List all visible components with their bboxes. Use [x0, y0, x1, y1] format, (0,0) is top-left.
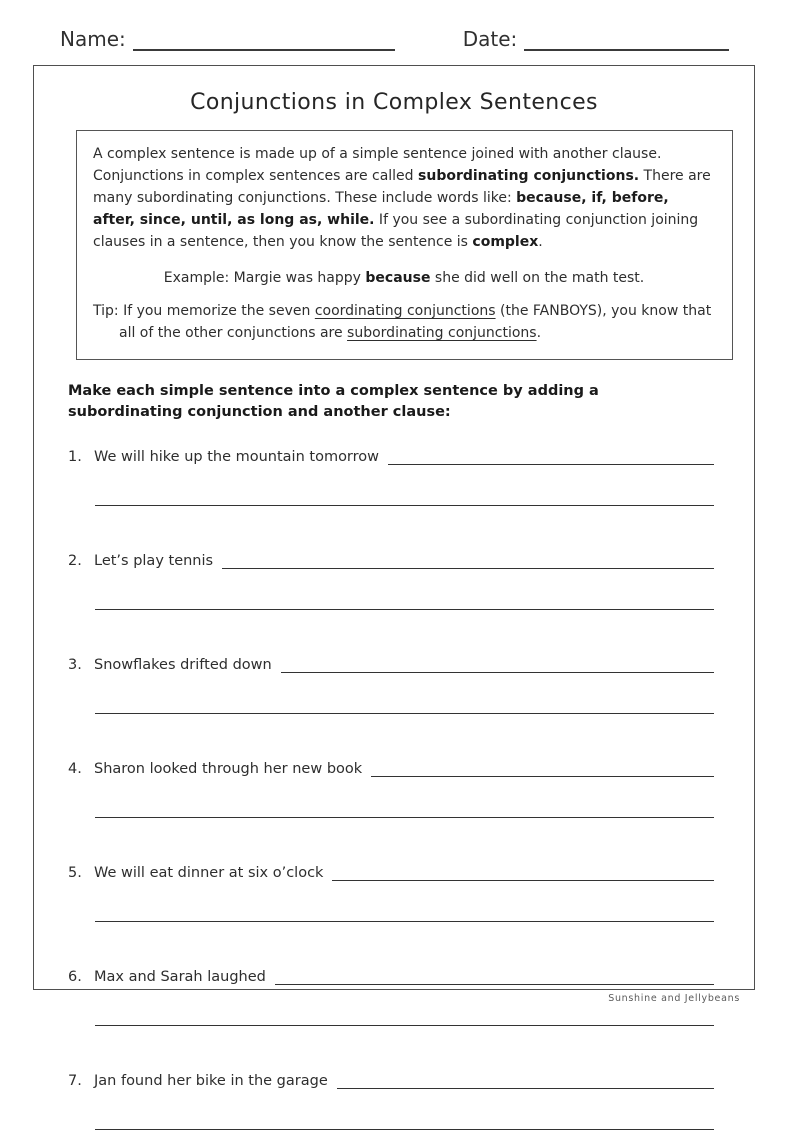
item-sentence: We will hike up the mountain tomorrow: [94, 449, 380, 465]
item-sentence: Jan found her bike in the garage: [94, 1073, 328, 1089]
worksheet-item: [68, 445, 714, 506]
answer-continuation-line: [95, 1112, 714, 1130]
worksheet-item: [68, 653, 714, 714]
worksheet-item: [68, 861, 714, 922]
item-sentence: We will eat dinner at six o’clock: [94, 865, 324, 881]
definition-box: [76, 130, 733, 360]
definition-text-segment: A complex sentence is made up of a simple sentence joined with another clause. Conjunctions in complex sentences are called: [93, 146, 662, 184]
exercise-list: [68, 445, 714, 1130]
answer-blank-line: [332, 865, 714, 881]
worksheet-item: [68, 1069, 714, 1130]
tip-sentence: [93, 300, 715, 344]
item-sentence-row: [68, 1069, 714, 1089]
name-blank-line: [133, 29, 395, 51]
answer-blank-line: [222, 553, 714, 569]
answer-continuation-line: [95, 904, 714, 922]
item-sentence-row: [68, 757, 714, 777]
answer-continuation-line: [95, 488, 714, 506]
answer-continuation-line: [95, 800, 714, 818]
answer-blank-line: [388, 449, 714, 465]
item-sentence: Let’s play tennis: [94, 553, 214, 569]
item-sentence-row: [68, 445, 714, 465]
item-number: 4.: [68, 761, 82, 777]
date-label: Date:: [462, 27, 518, 51]
bold-conjunction-word-list: because, if, before, after, since, until, as long as, while.: [93, 190, 669, 228]
item-sentence-row: [68, 965, 714, 985]
item-number: 7.: [68, 1073, 82, 1089]
item-number: 1.: [68, 449, 82, 465]
bold-term-subordinating-conjunctions: subordinating conjunctions.: [418, 168, 640, 184]
answer-continuation-line: [95, 696, 714, 714]
footer-credit: Sunshine and Jellybeans: [608, 993, 740, 1004]
underlined-term-coordinating-conjunctions: coordinating conjunctions: [314, 303, 496, 319]
answer-blank-line: [337, 1073, 714, 1089]
item-number: 6.: [68, 969, 82, 985]
item-sentence: Snowflakes drifted down: [94, 657, 272, 673]
name-date-row: [60, 26, 733, 52]
worksheet-title: Conjunctions in Complex Sentences: [190, 90, 598, 115]
example-text-segment: Example: Margie was happy: [163, 270, 366, 286]
item-sentence-row: [68, 653, 714, 673]
answer-continuation-line: [95, 592, 714, 610]
item-number: 2.: [68, 553, 82, 569]
answer-continuation-line: [95, 1008, 714, 1026]
item-sentence-row: [68, 861, 714, 881]
item-number: 3.: [68, 657, 82, 673]
tip-text-segment: (the FANBOYS), you know that all of the other conjunctions are: [119, 303, 712, 341]
name-label: Name:: [60, 27, 126, 51]
underlined-term-subordinating-conjunctions: subordinating conjunctions: [347, 325, 537, 341]
tip-text-segment: Tip: If you memorize the seven: [93, 303, 315, 319]
bold-term-complex: complex: [472, 234, 539, 250]
directions-text: Make each simple sentence into a complex sentence by adding a subordinating conjunction and another clause:: [68, 383, 599, 420]
definition-text-segment: If you see a subordinating conjunction joining clauses in a sentence, then you know the sentence is: [93, 212, 699, 250]
item-sentence: Max and Sarah laughed: [94, 969, 266, 985]
item-sentence-row: [68, 549, 714, 569]
date-blank-line: [524, 29, 729, 51]
definition-paragraph: [93, 143, 715, 253]
item-sentence: Sharon looked through her new book: [94, 761, 363, 777]
answer-blank-line: [281, 657, 714, 673]
definition-text-segment: .: [538, 234, 543, 250]
tip-text-segment: .: [536, 325, 542, 341]
bold-term-because: because: [365, 270, 431, 286]
example-sentence: [93, 267, 715, 289]
definition-text-segment: There are many subordinating conjunctions. These include words like:: [93, 168, 711, 206]
worksheet-item: [68, 549, 714, 610]
item-number: 5.: [68, 865, 82, 881]
worksheet-item: [68, 757, 714, 818]
answer-blank-line: [275, 969, 714, 985]
answer-blank-line: [371, 761, 714, 777]
example-text-segment: she did well on the math test.: [430, 270, 645, 286]
